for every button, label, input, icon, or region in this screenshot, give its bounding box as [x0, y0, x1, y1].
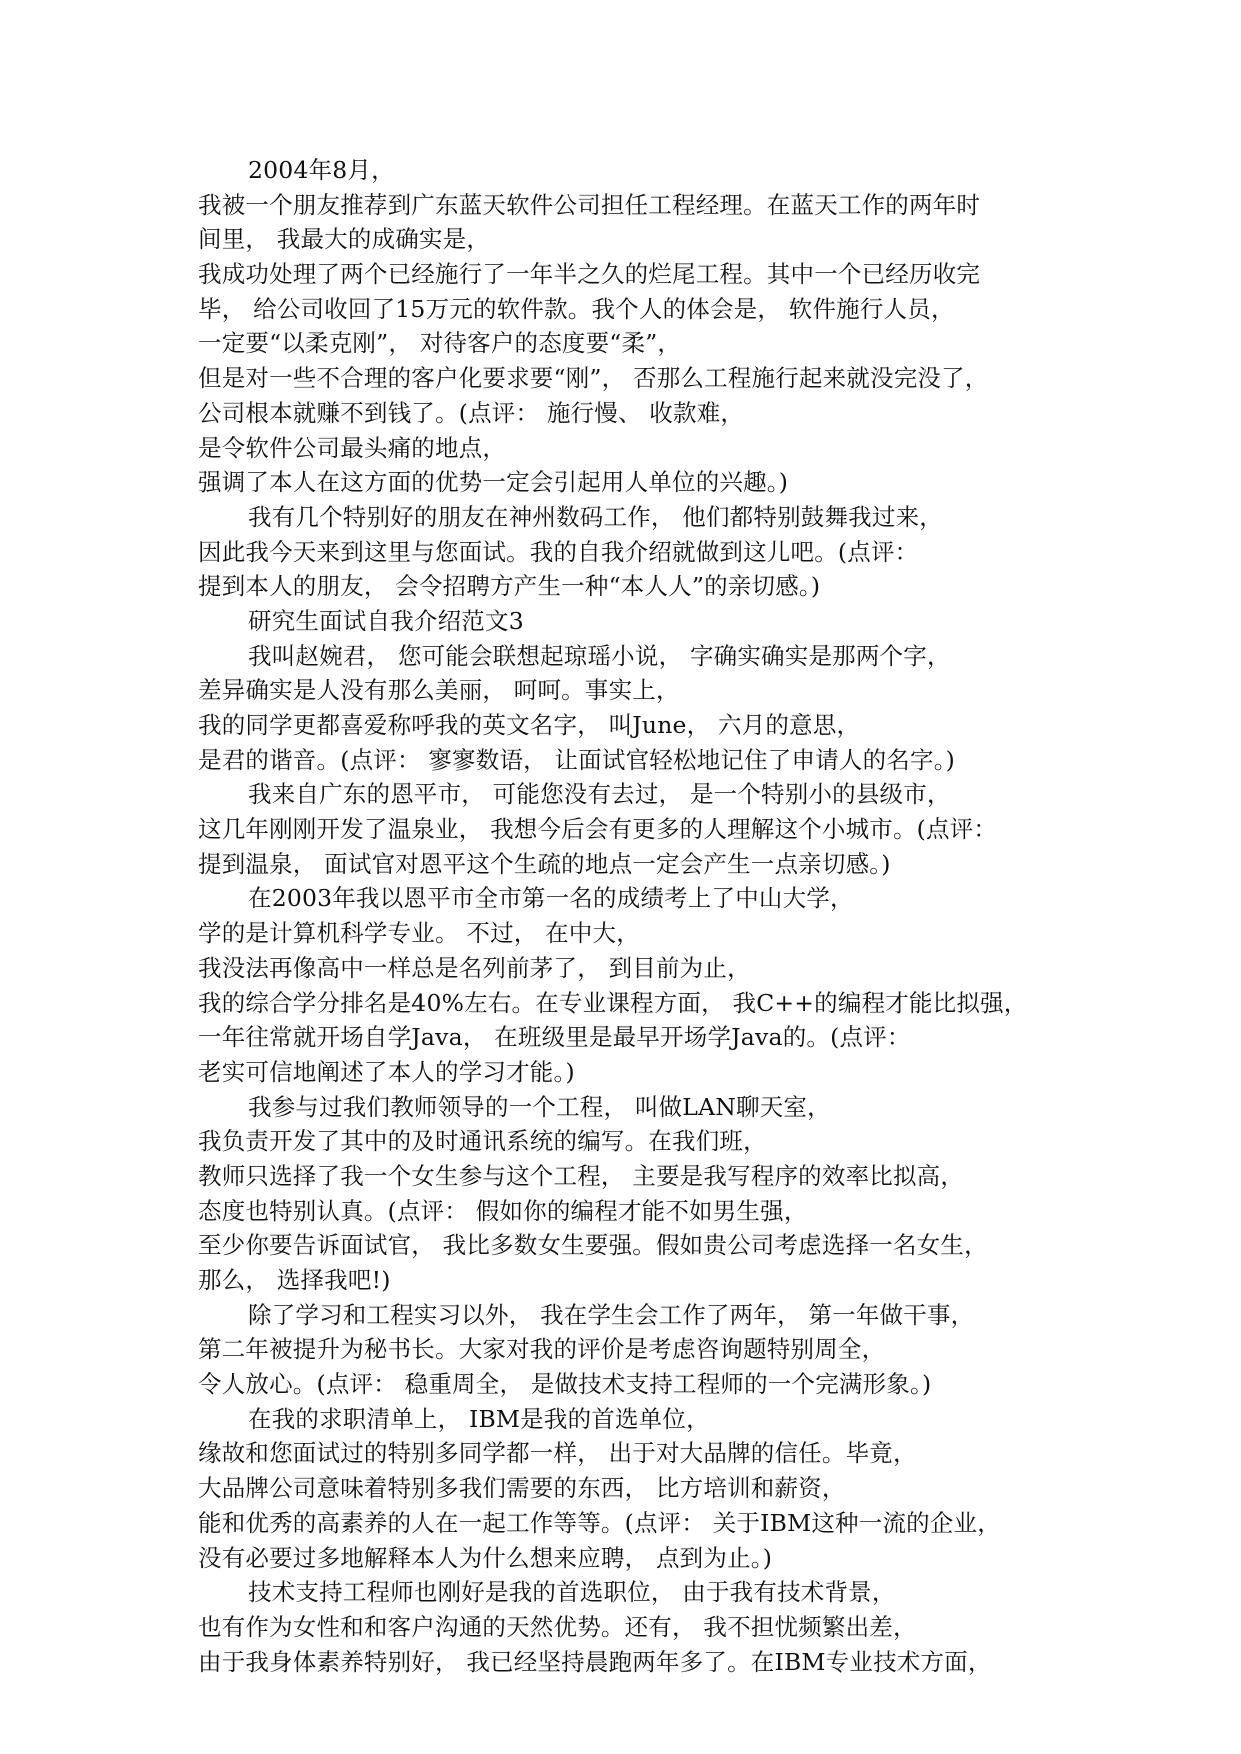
text-line: 强调了本人在这方面的优势一定会引起用人单位的兴趣。)	[198, 468, 789, 497]
paragraph-first-line: 2004年8月，	[248, 156, 395, 184]
document-body	[198, 153, 1058, 1679]
text-line: 态度也特别认真。(点评： 假如你的编程才能不如男生强，	[198, 1196, 808, 1225]
text-line: 大品牌公司意味着特别多我们需要的东西， 比方培训和薪资，	[198, 1474, 846, 1503]
text-line: 第二年被提升为秘书长。大家对我的评价是考虑咨询题特别周全，	[198, 1335, 886, 1364]
text-line: 一年往常就开场自学Java， 在班级里是最早开场学Java的。(点评：	[198, 1023, 911, 1052]
text-line: 我的同学更都喜爱称呼我的英文名字， 叫June， 六月的意思，	[198, 711, 861, 739]
text-line: 学的是计算机科学专业。 不过， 在中大，	[198, 919, 640, 948]
text-line: 提到温泉， 面试官对恩平这个生疏的地点一定会产生一点亲切感。)	[198, 849, 891, 878]
text-line: 间里， 我最大的成确实是，	[198, 225, 491, 254]
text-line: 一定要“以柔克刚”， 对待客户的态度要“柔”，	[198, 329, 682, 358]
text-line: 没有必要过多地解释本人为什么想来应聘， 点到为止。)	[198, 1543, 773, 1572]
text-line: 至少你要告诉面试官， 我比多数女生要强。假如贵公司考虑选择一名女生，	[198, 1231, 988, 1260]
text-line: 教师只选择了我一个女生参与这个工程， 主要是我写程序的效率比拟高，	[198, 1161, 965, 1190]
paragraph-first-line: 除了学习和工程实习以外， 我在学生会工作了两年， 第一年做干事，	[248, 1300, 975, 1329]
text-line: 是君的谐音。(点评： 寥寥数语， 让面试官轻松地记住了申请人的名字。)	[198, 745, 956, 774]
text-line: 我没法再像高中一样总是名列前茅了， 到目前为止，	[198, 953, 751, 982]
paragraph-first-line: 在2003年我以恩平市全市第一名的成绩考上了中山大学，	[248, 884, 854, 913]
text-line: 缘故和您面试过的特别多同学都一样， 出于对大品牌的信任。毕竟，	[198, 1439, 917, 1468]
text-line: 由于我身体素养特别好， 我已经坚持晨跑两年多了。在IBM专业技术方面，	[198, 1647, 992, 1676]
text-line: 因此我今天来到这里与您面试。我的自我介绍就做到这儿吧。(点评：	[198, 537, 919, 566]
paragraph-first-line: 技术支持工程师也刚好是我的首选职位， 由于我有技术背景，	[248, 1578, 896, 1607]
text-line: 能和优秀的高素养的人在一起工作等等。(点评： 关于IBM这种一流的企业，	[198, 1508, 1001, 1537]
text-line: 公司根本就赚不到钱了。(点评： 施行慢、 收款难，	[198, 398, 745, 427]
paragraph-first-line: 研究生面试自我介绍范文3	[248, 606, 524, 635]
text-line: 令人放心。(点评： 稳重周全， 是做技术支持工程师的一个完满形象。)	[198, 1370, 932, 1399]
text-line: 毕， 给公司收回了15万元的软件款。我个人的体会是， 软件施行人员，	[198, 294, 955, 323]
text-line: 老实可信地阐述了本人的学习才能。)	[198, 1057, 575, 1086]
text-line: 也有作为女性和和客户沟通的天然优势。还有， 我不担忧频繁出差，	[198, 1612, 917, 1641]
text-line: 我成功处理了两个已经施行了一年半之久的烂尾工程。其中一个已经历收完	[198, 260, 981, 289]
paragraph-first-line: 我参与过我们教师领导的一个工程， 叫做LAN聊天室，	[248, 1092, 831, 1121]
text-line: 差异确实是人没有那么美丽， 呵呵。事实上，	[198, 676, 680, 705]
text-line: 但是对一些不合理的客户化要求要“刚”， 否那么工程施行起来就没完没了，	[198, 364, 989, 393]
paragraph-first-line: 我有几个特别好的朋友在神州数码工作， 他们都特别鼓舞我过来，	[248, 502, 943, 531]
text-line: 提到本人的朋友， 会令招聘方产生一种“本人人”的亲切感。)	[198, 572, 821, 601]
text-line: 是令软件公司最头痛的地点，	[198, 433, 507, 462]
text-line: 这几年刚刚开发了温泉业， 我想今后会有更多的人理解这个小城市。(点评：	[198, 815, 998, 844]
paragraph-first-line: 我来自广东的恩平市， 可能您没有去过， 是一个特别小的县级市，	[248, 780, 951, 809]
text-line: 我被一个朋友推荐到广东蓝天软件公司担任工程经理。在蓝天工作的两年时	[198, 190, 981, 219]
text-line: 我负责开发了其中的及时通讯系统的编写。在我们班，	[198, 1127, 767, 1156]
paragraph-first-line: 我叫赵婉君， 您可能会联想起琼瑶小说， 字确实确实是那两个字，	[248, 641, 951, 670]
text-line: 我的综合学分排名是40%左右。在专业课程方面， 我C++的编程才能比拟强，	[198, 988, 1028, 1017]
text-line: 那么， 选择我吧!)	[198, 1266, 391, 1294]
paragraph-first-line: 在我的求职清单上， IBM是我的首选单位，	[248, 1404, 710, 1433]
